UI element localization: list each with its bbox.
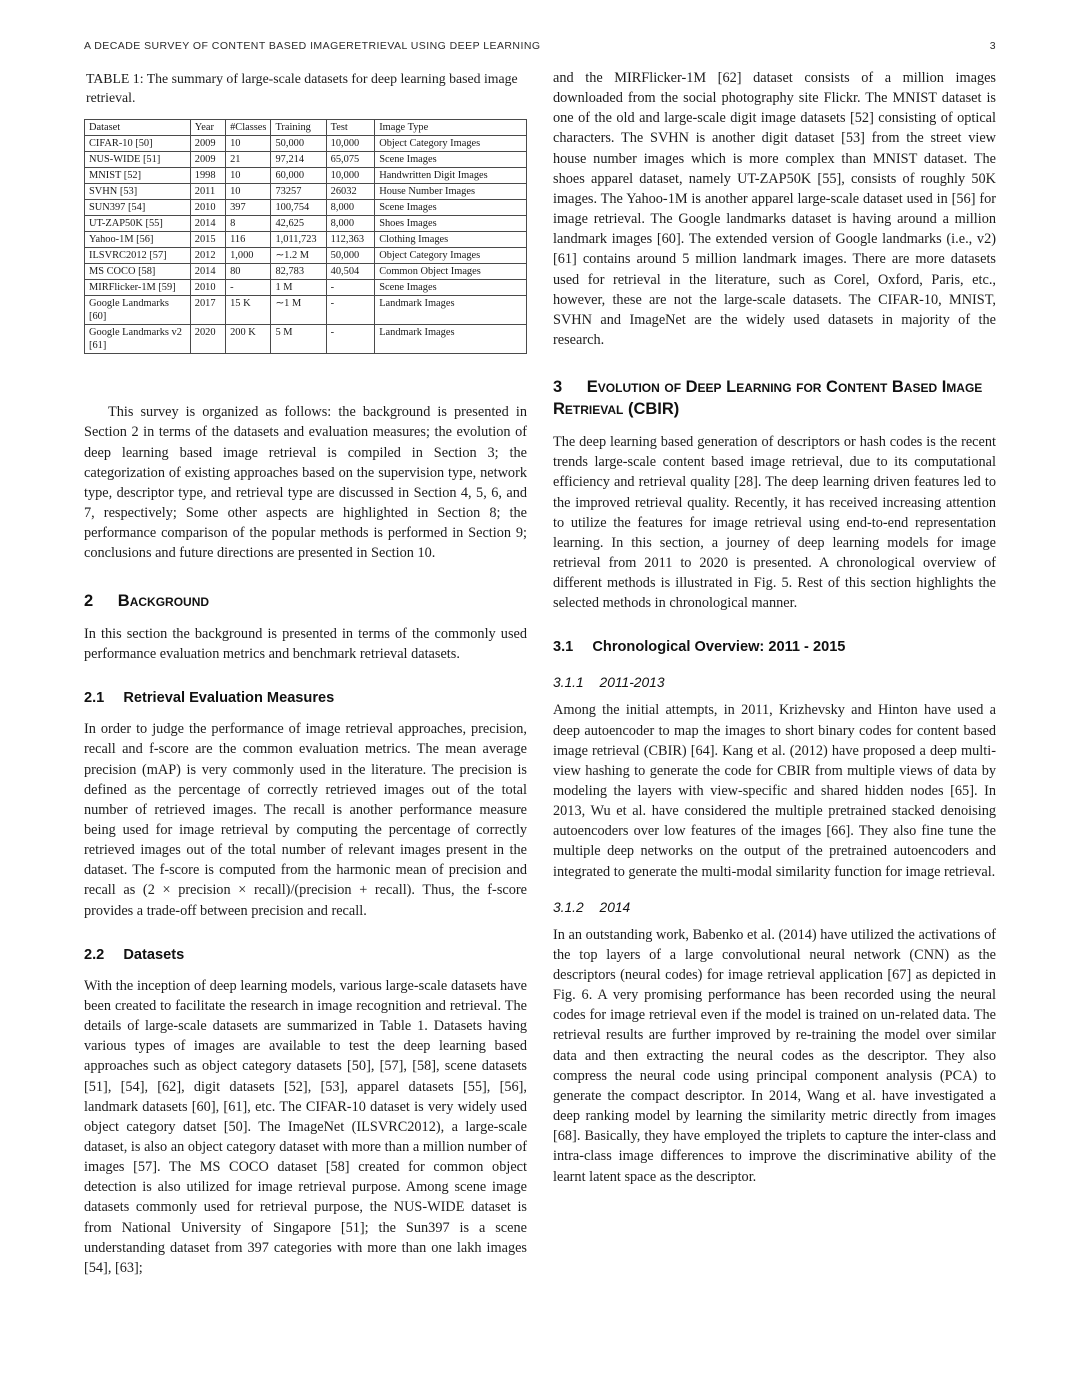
table-cell: 2015 <box>190 232 225 248</box>
table-row <box>85 264 527 280</box>
running-title: A DECADE SURVEY OF CONTENT BASED IMAGERETRIEVAL USING DEEP LEARNING <box>84 40 541 52</box>
table-cell: 60,000 <box>271 168 326 184</box>
table-cell: 200 K <box>226 325 271 354</box>
table-cell: 2020 <box>190 325 225 354</box>
table-cell: 26032 <box>326 184 375 200</box>
table-cell: 42,625 <box>271 216 326 232</box>
table-cell: Google Landmarks v2 [61] <box>85 325 191 354</box>
table-cell: MIRFlicker-1M [59] <box>85 280 191 296</box>
table-header-row <box>85 120 527 136</box>
table-cell: 65,075 <box>326 152 375 168</box>
section-2-title: Background <box>117 591 210 610</box>
table-cell: CIFAR-10 [50] <box>85 136 191 152</box>
section-2-2-heading <box>84 946 527 965</box>
section-3-1-2-heading <box>553 899 996 917</box>
table-cell: Handwritten Digit Images <box>375 168 527 184</box>
table-cell: - <box>326 280 375 296</box>
table-cell: SUN397 [54] <box>85 200 191 216</box>
table-cell: Common Object Images <box>375 264 527 280</box>
table-cell: 116 <box>226 232 271 248</box>
table-row <box>85 248 527 264</box>
right-column <box>553 68 996 1280</box>
table-cell: 97,214 <box>271 152 326 168</box>
section-3-1-1-number: 3.1.1 <box>553 675 584 691</box>
section-3-body: The deep learning based generation of descriptors or hash codes is the recent trends large-scale content based image retrieval, due to its computational efficiency and retrieval quality [28]. The deep learning driven features led to the improved retrieval quality. Recently, it has received increasing attention to utilize the features for image retrieval using end-to-end representation learning. In this section, a journey of deep learning models for image retrieval from 2011 to 2020 is presented. A chronological overview of different methods is illustrated in Fig. 5. Rest of this section highlights the selected methods in chronological manner. <box>553 434 996 612</box>
page-number: 3 <box>989 40 996 52</box>
section-3-1-1-body: Among the initial attempts, in 2011, Krizhevsky and Hinton have used a deep autoencoder to map the images to short binary codes for content based image retrieval (CBIR) [64]. Kang et al. (2012) have proposed a deep multi-view hashing to generate the code for CBIR from multiple views of data by modeling the layers with view-specific and shared hidden nodes [65]. In 2013, Wu et al. have considered the multiple pretrained stacked denoising autoencoders over low features of the images [66]. They also fine tune the multiple deep networks on the output of the pretrained autoencoders and integrated to generate the multi-modal similarity function for image retrieval. <box>553 702 996 880</box>
table-cell: 2014 <box>190 264 225 280</box>
table-cell: MS COCO [58] <box>85 264 191 280</box>
table-cell: 40,504 <box>326 264 375 280</box>
table-cell: NUS-WIDE [51] <box>85 152 191 168</box>
table-cell: Scene Images <box>375 280 527 296</box>
table-row <box>85 296 527 325</box>
table-cell: 10 <box>226 168 271 184</box>
section-3-number: 3 <box>553 378 563 397</box>
table-cell: 10,000 <box>326 136 375 152</box>
table-row <box>85 280 527 296</box>
table-cell: Object Category Images <box>375 136 527 152</box>
table-header-cell: Year <box>190 120 225 136</box>
table-cell: Google Landmarks [60] <box>85 296 191 325</box>
left-column <box>84 68 527 1280</box>
table-row <box>85 168 527 184</box>
section-2-2-body: With the inception of deep learning models, various large-scale datasets have been created to facilitate the research in image recognition and retrieval. The details of large-scale datasets are summarized in Table 1. Datasets having various types of images are available to test the deep learning based approaches such as object category datasets [50], [57], [58], scene datasets [51], [54], [62], digit datasets [52], [53], apparel datasets [55], [56], landmark datasets [60], [61], etc. The CIFAR-10 dataset is very widely used object category datset [50]. The ImageNet (ILSVRC2012), a large-scale dataset, is also an object category dataset with more than a million number of images [57]. The MS COCO dataset [58] created for common object detection is also utilized for image retrieval purpose. Among scene image datasets commonly used for retrieval purpose, the NUS-WIDE dataset is from National University of Singapore [51]; the Sun397 is a scene understanding dataset from 397 categories with more than one lakh images [54], [63]; <box>84 977 527 1276</box>
section-3-title: Evolution of Deep Learning for Content Based Image Retrieval (CBIR) <box>553 378 983 418</box>
table-cell: - <box>326 325 375 354</box>
table-header-cell: Image Type <box>375 120 527 136</box>
table-cell: Landmark Images <box>375 296 527 325</box>
table-row <box>85 232 527 248</box>
table-cell: Scene Images <box>375 152 527 168</box>
table-cell: SVHN [53] <box>85 184 191 200</box>
table-cell: 82,783 <box>271 264 326 280</box>
section-3-1-title: Chronological Overview: 2011 - 2015 <box>592 639 846 656</box>
table-cell: 1 M <box>271 280 326 296</box>
two-column-layout <box>84 68 996 1280</box>
section-3-1-1-heading <box>553 674 996 692</box>
section-2-heading <box>84 591 527 612</box>
intro-paragraph: This survey is organized as follows: the background is presented in Section 2 in terms of the datasets and evaluation measures; the evolution of deep learning based image retrieval is compiled in Section 3; the categorization of existing approaches based on the supervision type, network type, descriptor type, and retrieval type are discussed in Section 4, 5, 6, and 7, respectively; Some other aspects are highlighted in Section 8; the performance comparison of the popular methods is performed in Section 9; conclusions and future directions are presented in Section 10. <box>84 404 527 562</box>
table-cell: - <box>326 296 375 325</box>
table-cell: 50,000 <box>271 136 326 152</box>
table-cell: 10,000 <box>326 168 375 184</box>
table-row <box>85 152 527 168</box>
table-row <box>85 136 527 152</box>
table-cell: UT-ZAP50K [55] <box>85 216 191 232</box>
table-cell: MNIST [52] <box>85 168 191 184</box>
section-2-2-title: Datasets <box>123 946 185 963</box>
table-row <box>85 184 527 200</box>
table-cell: 50,000 <box>326 248 375 264</box>
table-cell: 1,000 <box>226 248 271 264</box>
table-cell: 2012 <box>190 248 225 264</box>
table-cell: Landmark Images <box>375 325 527 354</box>
table-cell: 2011 <box>190 184 225 200</box>
table-cell: 2010 <box>190 200 225 216</box>
table-row <box>85 325 527 354</box>
table-cell: 2009 <box>190 136 225 152</box>
section-2-body: In this section the background is presented in terms of the commonly used performance evaluation metrics and benchmark retrieval datasets. <box>84 625 527 663</box>
table-cell: 100,754 <box>271 200 326 216</box>
section-3-1-2-number: 3.1.2 <box>553 899 584 915</box>
table-cell: 2010 <box>190 280 225 296</box>
table-header-cell: Training <box>271 120 326 136</box>
table-header-cell: Dataset <box>85 120 191 136</box>
table-cell: 2009 <box>190 152 225 168</box>
table-cell: 1998 <box>190 168 225 184</box>
table-cell: Shoes Images <box>375 216 527 232</box>
table-cell: House Number Images <box>375 184 527 200</box>
section-2-number: 2 <box>84 591 94 610</box>
running-header <box>84 40 996 52</box>
section-2-1-number: 2.1 <box>84 690 105 707</box>
section-3-1-1-title: 2011-2013 <box>599 675 665 691</box>
table-cell: Yahoo-1M [56] <box>85 232 191 248</box>
table-cell: 10 <box>226 136 271 152</box>
continuation-paragraph: and the MIRFlicker-1M [62] dataset consists of a million images downloaded from the social photography site Flickr. The MNIST dataset is one of the old and large-scale digit image datasets [52] consisting of optical characters. The SVHN is another digit dataset [53] from the street view house number images which is more complex than MNIST dataset. The shoes apparel dataset, namely UT-ZAP50K [55], consists of roughly 50K images. The Yahoo-1M is another apparel large-scale dataset used in [56] for image retrieval. The Google landmarks dataset is having around a million landmark images [60]. The extended version of Google landmarks (i.e., v2) [61] contains around 5 million landmark images. There are more datasets used for retrieval in the literature, such as Corel, Oxford, Paris, etc., however, these are not the large-scale datasets. The CIFAR-10, MNIST, SVHN and ImageNet are the widely used datasets in majority of the research. <box>553 70 996 349</box>
section-3-1-2-title: 2014 <box>599 899 631 915</box>
section-2-1-body: In order to judge the performance of image retrieval approaches, precision, recall and f-score are the common evaluation metrics. The mean average precision (mAP) is very commonly used in the literature. The precision is defined as the percentage of correctly retrieved images out of the total number of retrieved images. The recall is another performance measure being used for image retrieval by computing the percentage of correctly retrieved images out of the total number of relevant images present in the dataset. The f-score is computed from the harmonic mean of precision and recall as (2 × precision × recall)/(precision + recall). Thus, the f-score provides a trade-off between precision and recall. <box>84 721 527 919</box>
section-2-1-heading <box>84 689 527 708</box>
table-cell: Scene Images <box>375 200 527 216</box>
datasets-table-head <box>85 120 527 136</box>
table-cell: 2014 <box>190 216 225 232</box>
table-cell: 21 <box>226 152 271 168</box>
table-cell: 2017 <box>190 296 225 325</box>
table-header-cell: #Classes <box>226 120 271 136</box>
section-3-1-2-body: In an outstanding work, Babenko et al. (2014) have utilized the activations of the top layers of a large convolutional neural network (CNN) as the descriptors (neural codes) for image retrieval application [67] as depicted in Fig. 6. A very promising performance has been recorded using the neural codes for image retrieval even if the model is trained on un-related data. The retrieval results are further improved by re-training the model over similar data and then extracting the neural codes as the descriptor. They also compress the neural code using principal component analysis (PCA) to generate the compact descriptor. In 2014, Wang et al. have investigated a deep ranking model by learning the similarity metric directly from images [68]. Basically, they have employed the triplets to capture the inter-class and intra-class image differences to improve the discriminative ability of the learnt latent space as the descriptor. <box>553 926 996 1185</box>
table-cell: ILSVRC2012 [57] <box>85 248 191 264</box>
table-cell: 73257 <box>271 184 326 200</box>
section-2-2-number: 2.2 <box>84 946 105 963</box>
table-cell: 10 <box>226 184 271 200</box>
table-cell: - <box>226 280 271 296</box>
table-cell: 397 <box>226 200 271 216</box>
section-3-heading <box>553 377 996 420</box>
table-cell: Object Category Images <box>375 248 527 264</box>
table-cell: 1,011,723 <box>271 232 326 248</box>
datasets-table <box>84 119 527 354</box>
table-cell: 112,363 <box>326 232 375 248</box>
section-3-1-number: 3.1 <box>553 639 574 656</box>
dataset-table-body <box>85 136 527 354</box>
table-header-cell: Test <box>326 120 375 136</box>
table-cell: 8,000 <box>326 200 375 216</box>
table-cell: ∼1 M <box>271 296 326 325</box>
table-cell: 5 M <box>271 325 326 354</box>
table-row <box>85 200 527 216</box>
table-row <box>85 216 527 232</box>
table-cell: Clothing Images <box>375 232 527 248</box>
table-cell: 8,000 <box>326 216 375 232</box>
table-cell: ∼1.2 M <box>271 248 326 264</box>
section-3-1-heading <box>553 638 996 657</box>
table-cell: 15 K <box>226 296 271 325</box>
table-caption: TABLE 1: The summary of large-scale datasets for deep learning based image retrieval. <box>86 71 518 105</box>
section-2-1-title: Retrieval Evaluation Measures <box>123 690 335 707</box>
table-cell: 8 <box>226 216 271 232</box>
table-cell: 80 <box>226 264 271 280</box>
